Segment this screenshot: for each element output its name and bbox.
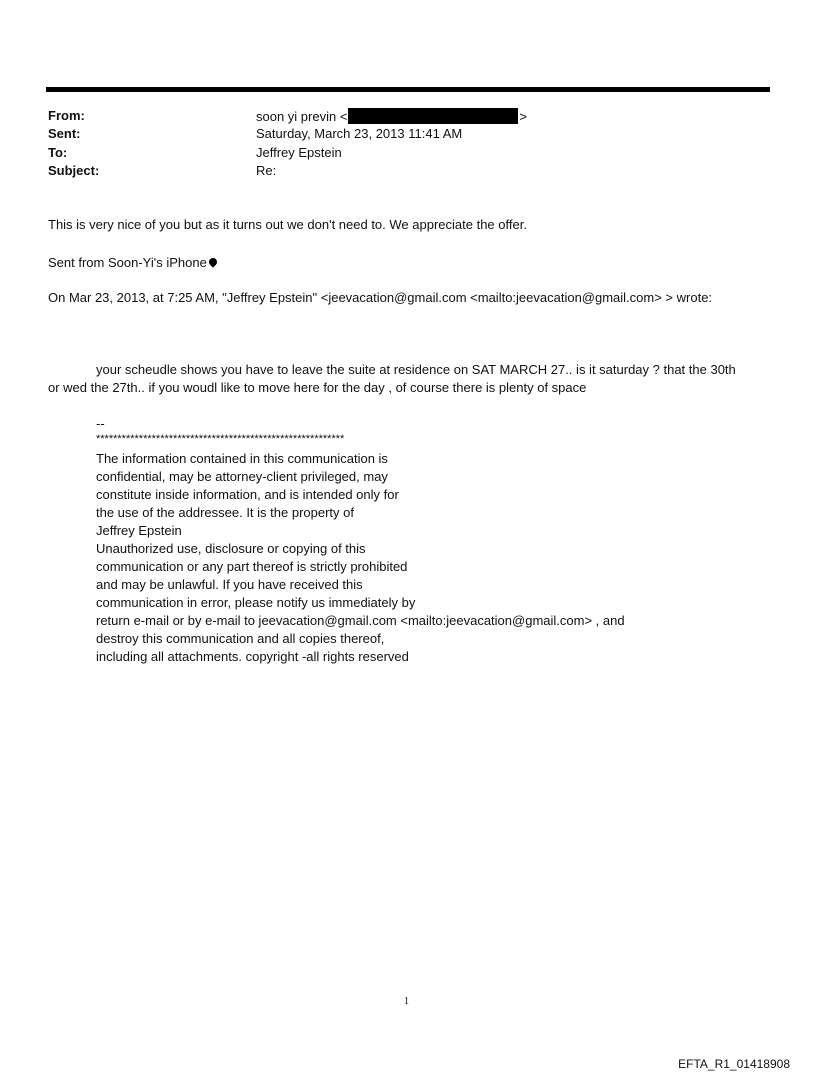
disclaimer-line: Unauthorized use, disclosure or copying of this xyxy=(96,541,366,556)
reply-text: This is very nice of you but as it turns out we don't need to. We appreciate the offer. xyxy=(48,217,527,232)
disclaimer-line: communication or any part thereof is strictly prohibited xyxy=(96,559,408,574)
sig-dash: -- xyxy=(96,416,105,431)
sent-value: Saturday, March 23, 2013 11:41 AM xyxy=(256,126,463,141)
disclaimer-line: Jeffrey Epstein xyxy=(96,523,182,538)
sig-stars: ********************************************************** xyxy=(96,433,345,445)
from-label: From: xyxy=(48,108,85,123)
quoted-line-1: your scheudle shows you have to leave the suite at residence on SAT MARCH 27.. is it saturday ? that the 30th xyxy=(96,362,736,377)
quoted-line-2: or wed the 27th.. if you woudl like to move here for the day , of course there is plenty of space xyxy=(48,380,587,395)
disclaimer-line: and may be unlawful. If you have received this xyxy=(96,577,363,592)
disclaimer-line: communication in error, please notify us immediately by xyxy=(96,595,416,610)
disclaimer-line: confidential, may be attorney-client privileged, may xyxy=(96,469,388,484)
disclaimer-line: destroy this communication and all copies thereof, xyxy=(96,631,385,646)
from-end: > xyxy=(519,109,528,124)
disclaimer-line: return e-mail or by e-mail to jeevacation@gmail.com <mailto:jeevacation@gmail.com> , and xyxy=(96,613,625,628)
sent-label: Sent: xyxy=(48,126,81,141)
document-id: EFTA_R1_01418908 xyxy=(678,1057,790,1071)
to-label: To: xyxy=(48,145,68,160)
from-name: soon yi previn < xyxy=(256,109,348,124)
subject-value: Re: xyxy=(256,163,277,178)
header-rule xyxy=(46,87,770,92)
subject-label: Subject: xyxy=(48,163,100,178)
signature-text: Sent from Soon-Yi's iPhone xyxy=(48,255,207,270)
pin-icon xyxy=(207,256,218,267)
disclaimer-line: including all attachments. copyright -all rights reserved xyxy=(96,649,409,664)
redaction-block xyxy=(348,108,518,124)
to-value: Jeffrey Epstein xyxy=(256,145,342,160)
quote-intro: On Mar 23, 2013, at 7:25 AM, "Jeffrey Epstein" <jeevacation@gmail.com <mailto:jeevacation@gmail.com> > wrote: xyxy=(48,290,713,305)
disclaimer-line: The information contained in this communication is xyxy=(96,451,388,466)
page-number: 1 xyxy=(404,996,409,1007)
disclaimer-line: constitute inside information, and is intended only for xyxy=(96,487,399,502)
signature-line xyxy=(48,255,217,270)
disclaimer-line: the use of the addressee. It is the property of xyxy=(96,505,354,520)
from-value xyxy=(256,108,527,124)
